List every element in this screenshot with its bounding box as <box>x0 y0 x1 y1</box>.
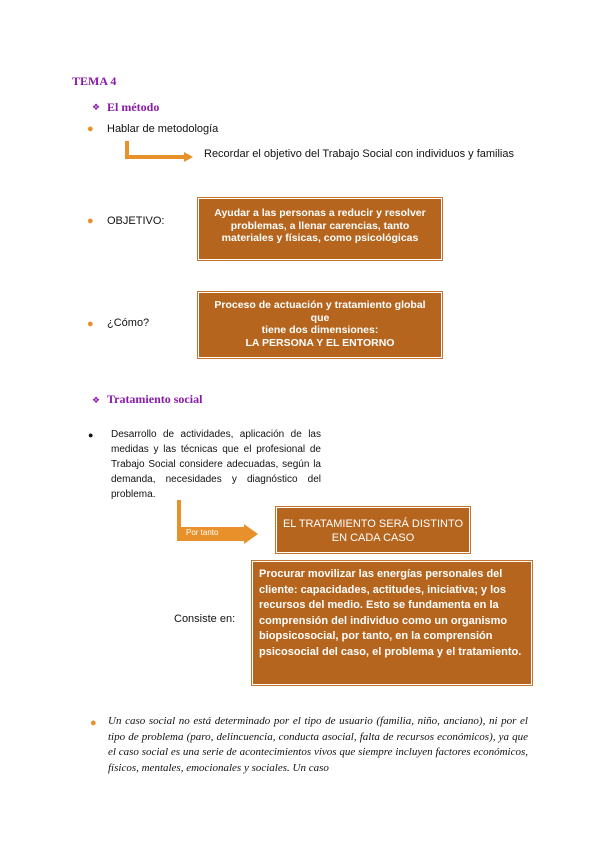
diamond-bullet-icon: ❖ <box>92 395 101 405</box>
distinto-box <box>276 507 470 553</box>
consiste-box: Procurar movilizar las energías personales del cliente: capacidades, actitudes, iniciativa; y los recursos del medio. Esto se fundamenta en la comprensión del individuo como un organismo biopsicosocial, por tanto, en la comprensión psicosocial del caso, el problema y el tratamiento. <box>252 561 532 685</box>
consiste-label: Consiste en: <box>174 613 236 625</box>
section-heading-tratamiento: Tratamiento social <box>107 392 203 406</box>
orange-dot-bullet-icon: ● <box>87 123 94 135</box>
bullet-hablar-metodologia: Hablar de metodología <box>107 123 219 135</box>
por-tanto-label: Por tanto <box>186 528 219 537</box>
objetivo-box: Ayudar a las personas a reducir y resolver problemas, a llenar carencias, tanto materiales y físicas, como psicológicas <box>198 198 442 260</box>
arrow-target-text: Recordar el objetivo del Trabajo Social con individuos y familias <box>204 148 514 160</box>
como-box-line-2: que <box>310 311 330 324</box>
black-dot-bullet-icon: ● <box>88 430 94 440</box>
como-box-line-1: Proceso de actuación y tratamiento global <box>214 299 426 311</box>
section-heading-metodo: El método <box>107 100 160 114</box>
arrow-horizontal-line <box>125 155 185 159</box>
arrow-right-icon <box>244 524 258 544</box>
distinto-line-1: EL TRATAMIENTO SERÁ DISTINTO <box>282 518 464 530</box>
caso-paragraph: Un caso social no está determinado por el tipo de usuario (familia, niño, anciano), ni por el tipo de problema (paro, delincuencia, conducta asocial, falta de recursos económicos), ya que el caso social es una serie de acontecimientos vivos que siempre incluyen factores económicos, físicos, mentales, emocionales y sociales. Un caso <box>108 715 528 774</box>
objetivo-label: OBJETIVO: <box>107 215 165 227</box>
como-label: ¿Cómo? <box>107 317 150 329</box>
orange-dot-bullet-icon: ● <box>87 215 94 227</box>
orange-dot-bullet-icon: ● <box>90 717 97 729</box>
tratamiento-paragraph: Desarrollo de actividades, aplicación de las medidas y las técnicas que el profesional de Trabajo Social considere adecuadas, según la demanda, necesidades y diagnóstico del problema. <box>111 429 321 500</box>
arrow-right-icon <box>184 152 193 162</box>
como-box-line-4: LA PERSONA Y EL ENTORNO <box>245 336 395 349</box>
orange-dot-bullet-icon: ● <box>87 318 94 330</box>
diamond-bullet-icon: ❖ <box>92 102 101 112</box>
como-box <box>198 292 442 358</box>
como-box-line-3: tiene dos dimensiones: <box>261 324 379 336</box>
distinto-line-2: EN CADA CASO <box>331 532 415 544</box>
page-title: TEMA 4 <box>72 74 117 88</box>
